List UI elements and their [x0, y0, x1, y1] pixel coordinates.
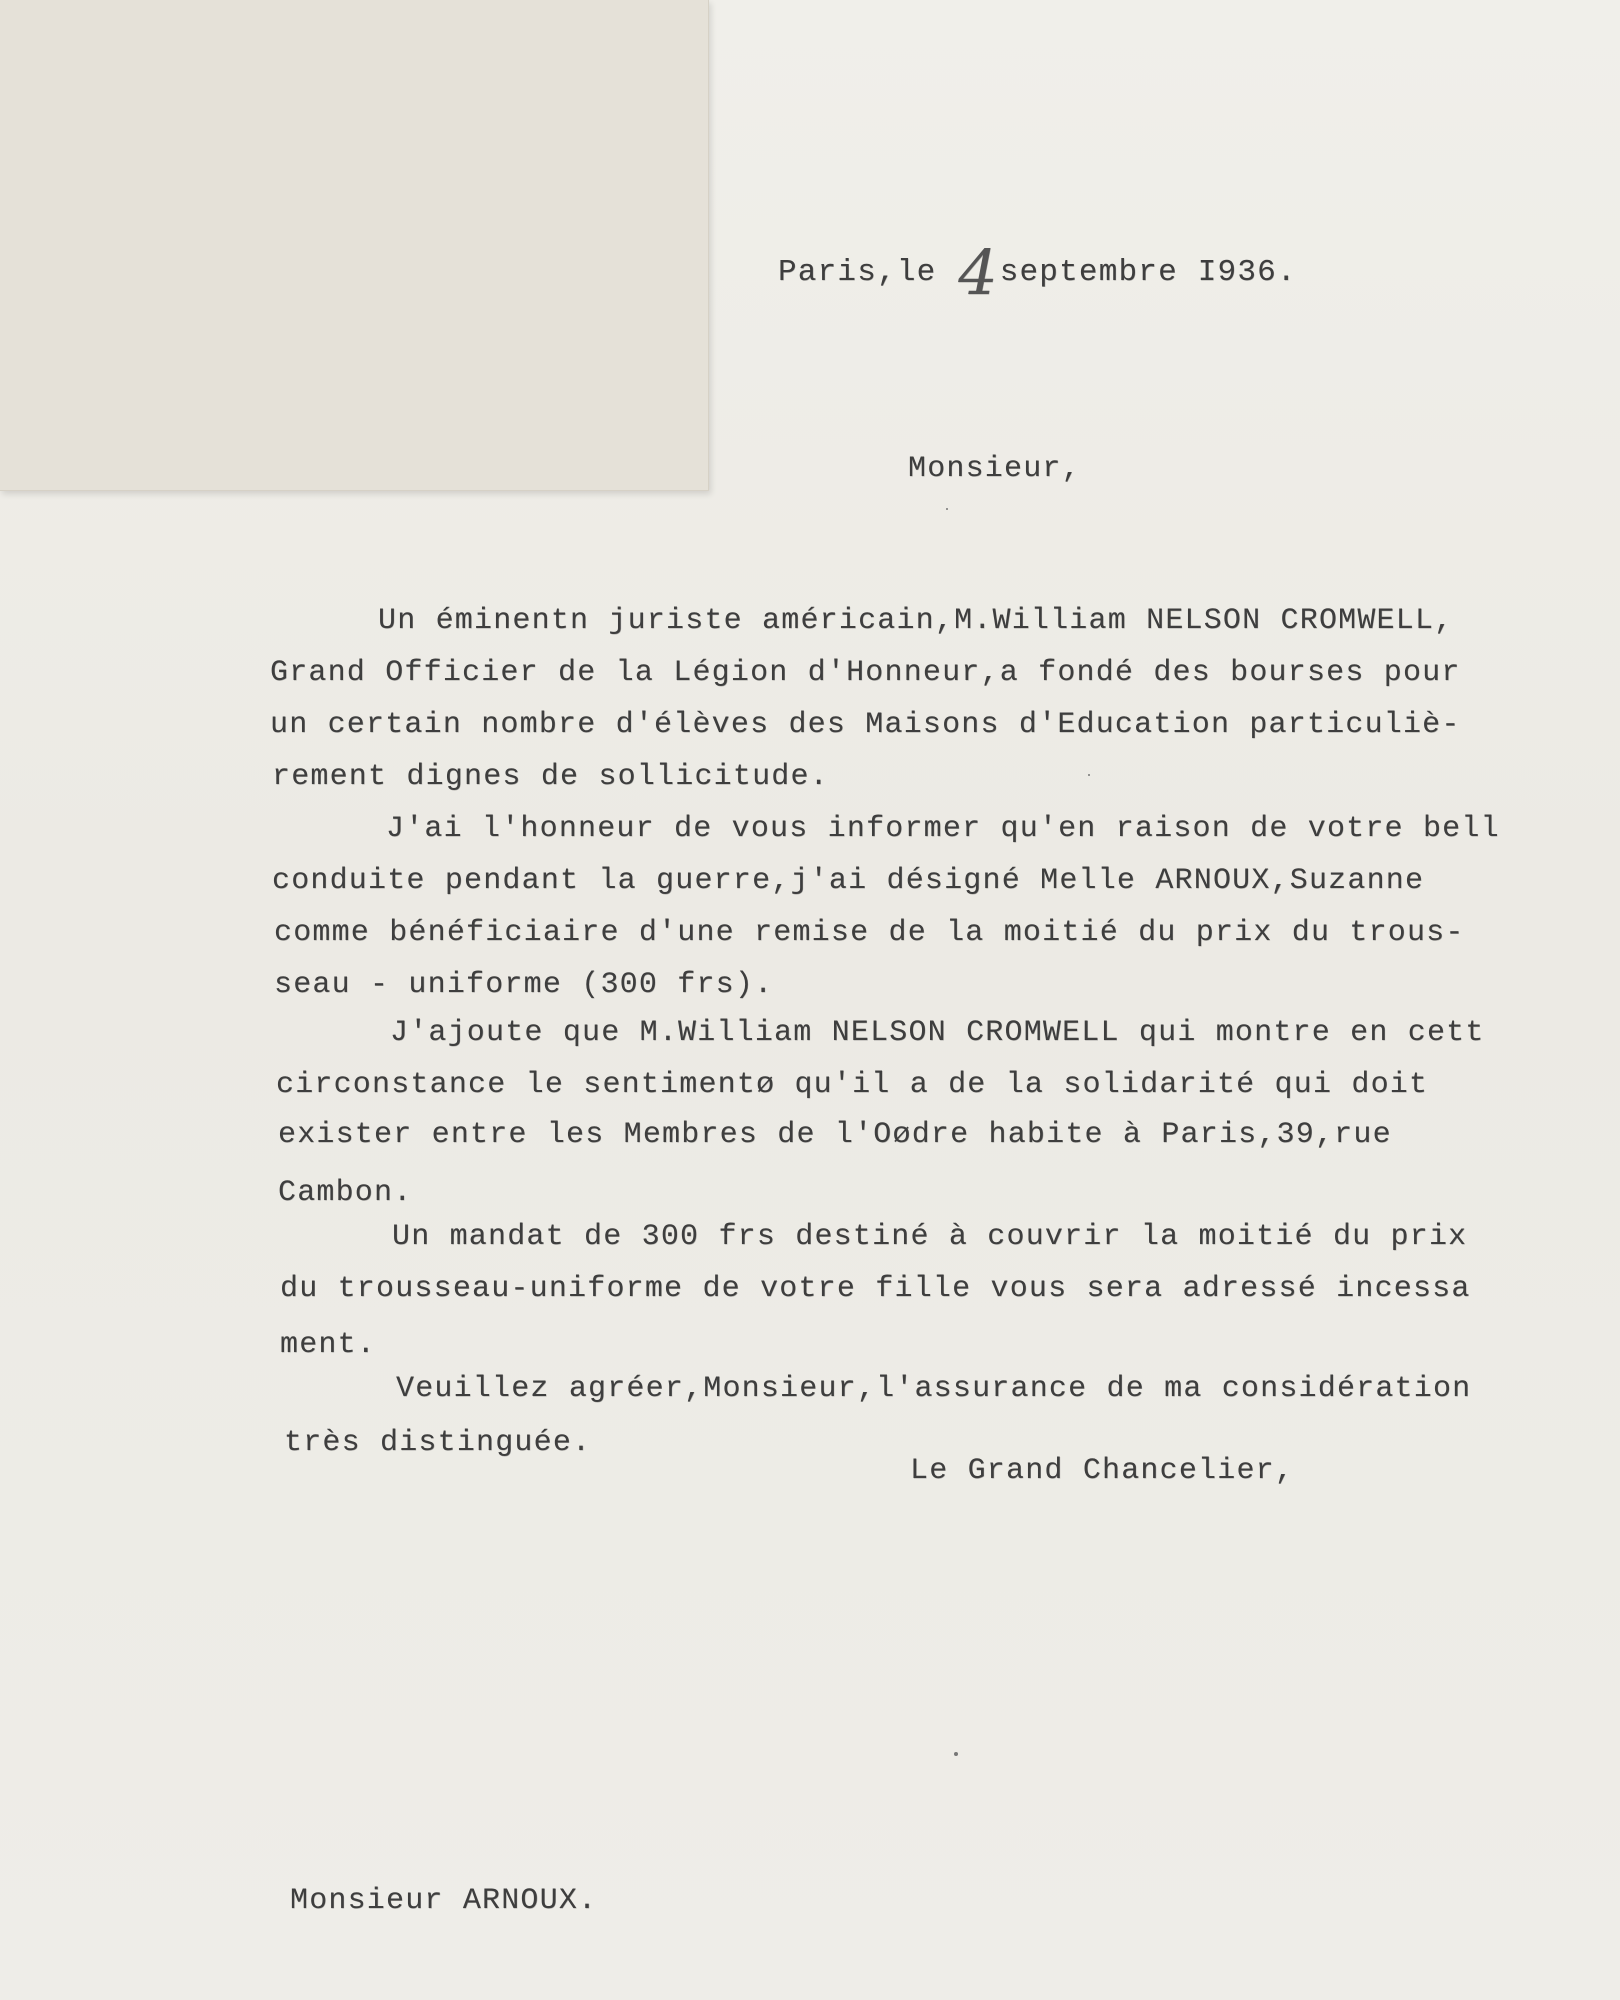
body-line: J'ajoute que M.William NELSON CROMWELL qui montre en cett: [390, 1016, 1485, 1050]
letter-date: [778, 236, 1297, 309]
body-line: ment.: [280, 1328, 377, 1362]
body-line: J'ai l'honneur de vous informer qu'en raison de votre bell: [386, 812, 1500, 846]
body-line: Cambon.: [278, 1176, 413, 1210]
body-line: un certain nombre d'élèves des Maisons d'Education particuliè-: [270, 708, 1461, 742]
body-line: Un mandat de 300 frs destiné à couvrir la moitié du prix: [392, 1220, 1468, 1254]
salutation: Monsieur,: [908, 452, 1081, 486]
signature-title: Le Grand Chancelier,: [910, 1454, 1295, 1488]
body-line: comme bénéficiaire d'une remise de la moitié du prix du trous-: [274, 916, 1465, 950]
body-line: Un éminentn juriste américain,M.William NELSON CROMWELL,: [378, 604, 1454, 638]
paper-speck: [954, 1752, 958, 1756]
paper-overlay: [0, 0, 709, 491]
handwritten-day: 4: [958, 236, 998, 309]
body-line: circonstance le sentimentø qu'il a de la solidarité qui doit: [276, 1068, 1429, 1102]
body-line: très distinguée.: [284, 1426, 592, 1460]
body-line: conduite pendant la guerre,j'ai désigné Melle ARNOUX,Suzanne: [272, 864, 1425, 898]
body-line: Grand Officier de la Légion d'Honneur,a fondé des bourses pour: [270, 656, 1461, 690]
body-line: du trousseau-uniforme de votre fille vous sera adressé incessa: [280, 1272, 1471, 1306]
paper-speck: [946, 508, 948, 510]
body-line: Veuillez agréer,Monsieur,l'assurance de ma considération: [396, 1372, 1472, 1406]
body-line: rement dignes de sollicitude.: [272, 760, 829, 794]
recipient-name: Monsieur ARNOUX.: [290, 1884, 598, 1918]
paper-speck: [1088, 774, 1090, 776]
date-prefix: Paris,le: [778, 255, 957, 290]
body-line: exister entre les Membres de l'Oødre habite à Paris,39,rue: [278, 1118, 1392, 1152]
date-suffix: septembre I936.: [999, 255, 1297, 290]
body-line: seau - uniforme (300 frs).: [274, 968, 774, 1002]
